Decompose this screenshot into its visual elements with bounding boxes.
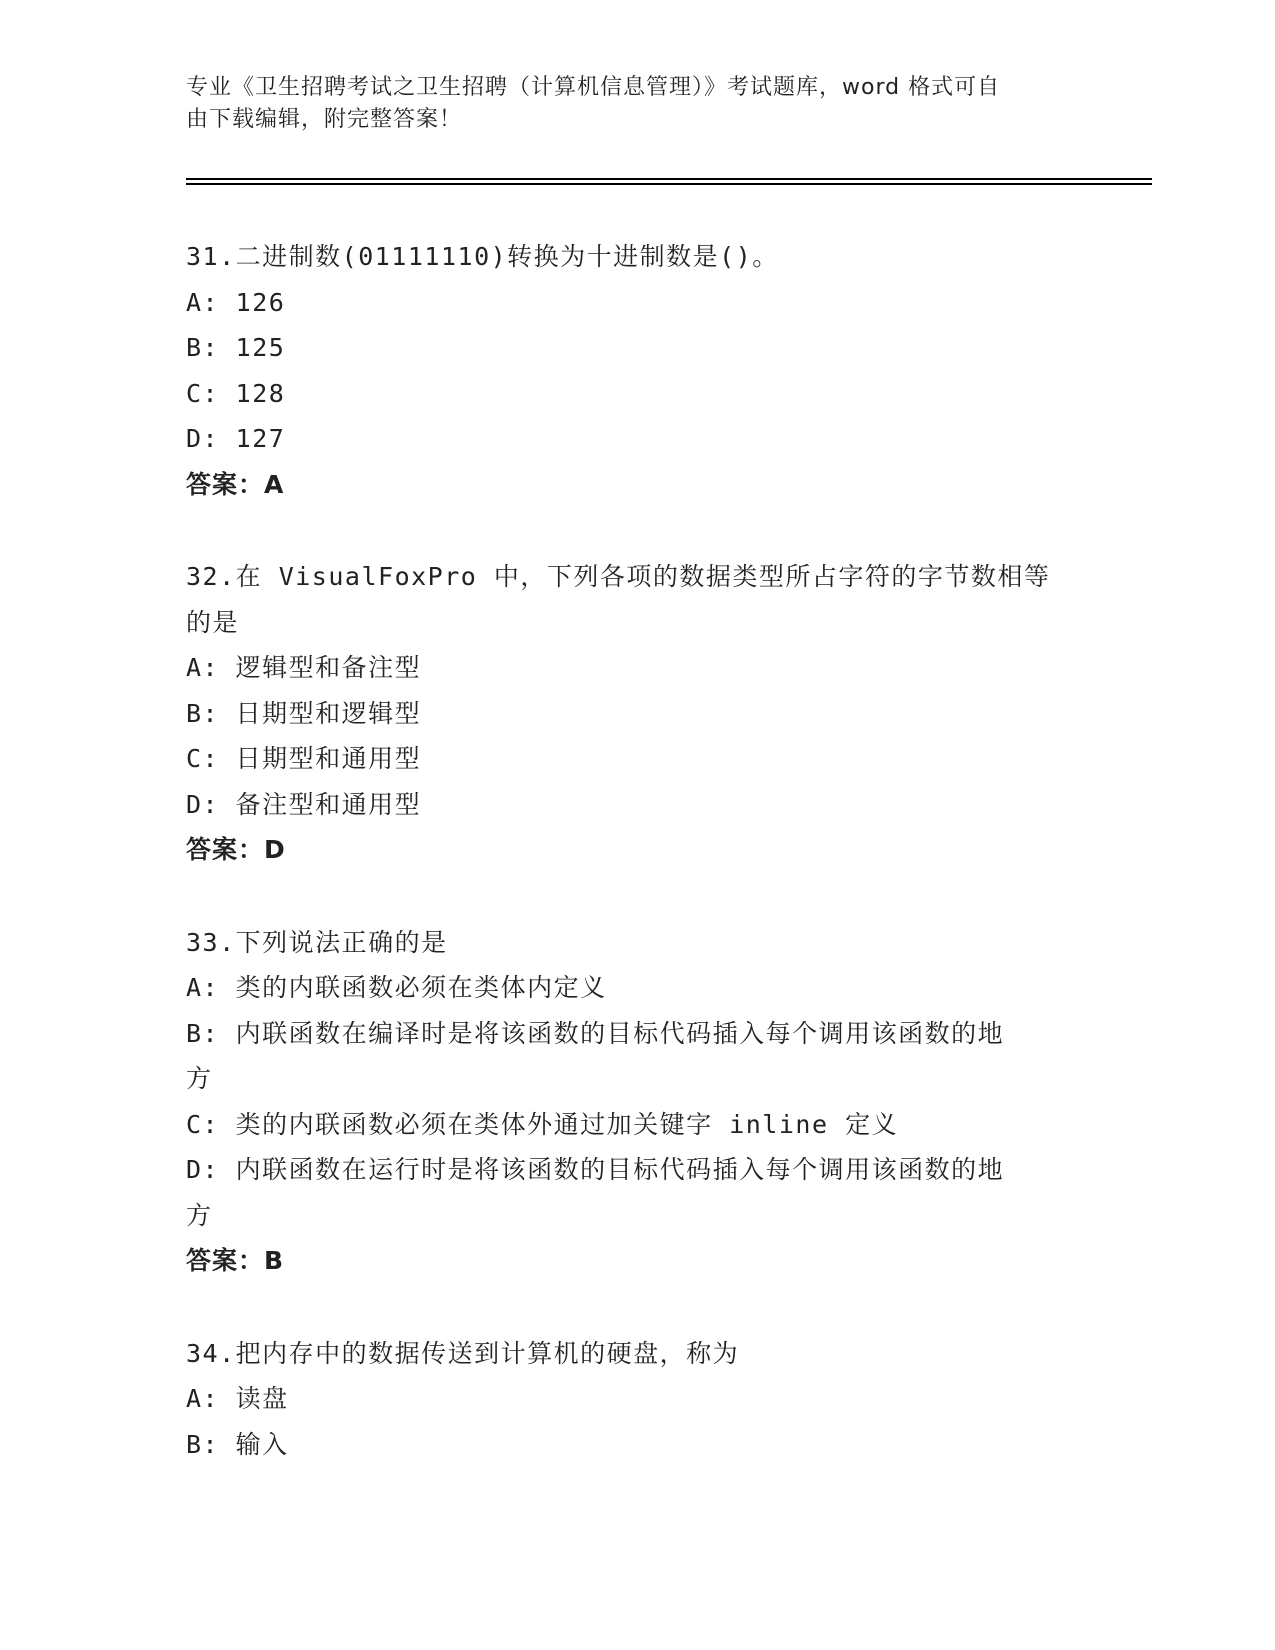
question-option: A: 逻辑型和备注型	[186, 653, 422, 682]
question-stem: 33.下列说法正确的是	[186, 927, 448, 957]
question-block	[186, 554, 1086, 873]
question-option: D: 备注型和通用型	[186, 789, 422, 819]
question-option: D: 127	[186, 424, 286, 453]
answer-label: 答案：A	[186, 469, 285, 499]
question-option: C: 日期型和通用型	[186, 744, 422, 773]
question-option: 方	[186, 1064, 213, 1093]
question-option: A: 类的内联函数必须在类体内定义	[186, 973, 607, 1002]
question-block	[186, 234, 1086, 507]
question-stem: 32.在 VisualFoxPro 中，下列各项的数据类型所占字符的字节数相等	[186, 562, 1051, 591]
question-option: B: 输入	[186, 1429, 289, 1459]
question-option: B: 125	[186, 333, 286, 362]
question-list	[186, 234, 1086, 1514]
document-header	[186, 72, 1066, 136]
question-option: C: 128	[186, 378, 286, 408]
question-option: B: 日期型和逻辑型	[186, 698, 422, 728]
header-divider-top	[186, 178, 1152, 180]
question-option: C: 类的内联函数必须在类体外通过加关键字 inline 定义	[186, 1109, 899, 1139]
header-divider-bottom	[186, 183, 1152, 185]
question-block	[186, 1331, 1086, 1468]
answer-label: 答案：B	[186, 1246, 285, 1275]
question-stem: 34.把内存中的数据传送到计算机的硬盘，称为	[186, 1338, 740, 1368]
answer-label: 答案：D	[186, 835, 286, 864]
question-stem: 的是	[186, 607, 240, 637]
question-option: D: 内联函数在运行时是将该函数的目标代码插入每个调用该函数的地	[186, 1155, 1005, 1184]
question-option: A: 读盘	[186, 1384, 289, 1413]
header-line-1: 专业《卫生招聘考试之卫生招聘（计算机信息管理）》考试题库，word 格式可自	[186, 75, 1001, 100]
question-option: B: 内联函数在编译时是将该函数的目标代码插入每个调用该函数的地	[186, 1018, 1005, 1048]
question-option: A: 126	[186, 287, 286, 317]
question-stem: 31.二进制数(01111110)转换为十进制数是()。	[186, 242, 779, 271]
question-option: 方	[186, 1200, 213, 1230]
header-line-2: 由下载编辑，附完整答案！	[186, 107, 463, 132]
question-block	[186, 920, 1086, 1284]
